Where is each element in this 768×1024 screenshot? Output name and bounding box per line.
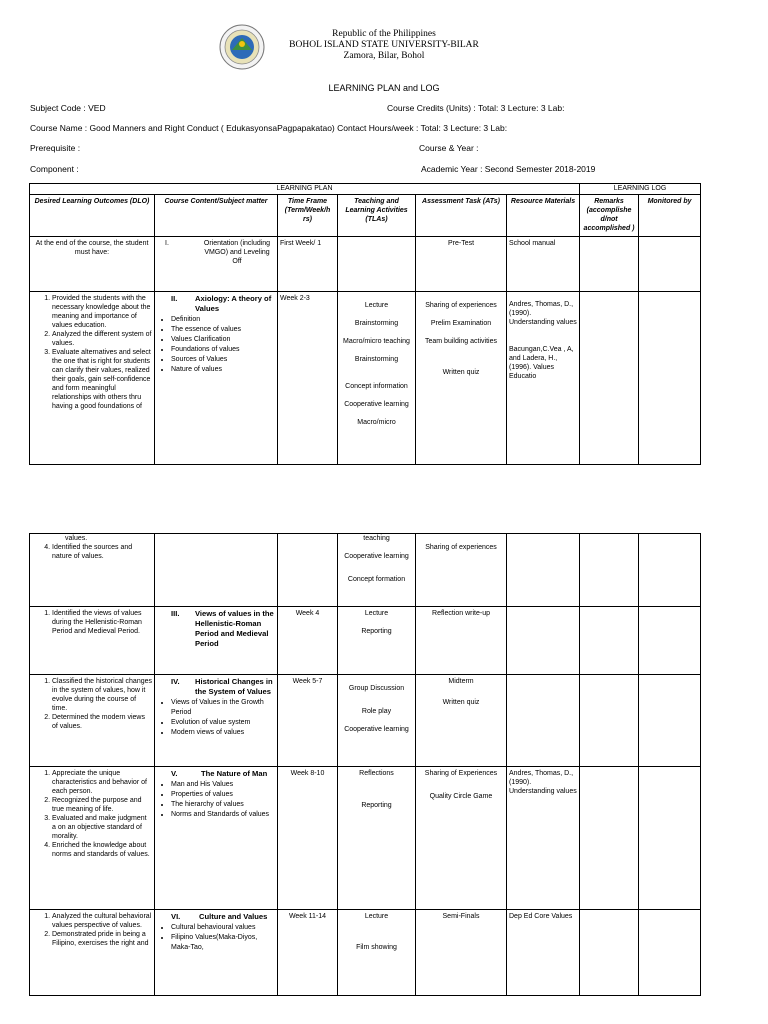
tla-item: Film showing xyxy=(356,944,397,951)
dlo-cell xyxy=(30,607,155,675)
component: Component : xyxy=(30,164,79,174)
time-cell: Week 11-14 xyxy=(278,910,338,996)
dlo-item: 1. Classified the historical changes in the system of values, how it evolve during the course of time. xyxy=(52,677,152,713)
topic-item: • Norms and Standards of values xyxy=(171,810,275,820)
resource-cell xyxy=(507,292,580,465)
republic-line: Republic of the Philippines xyxy=(332,29,436,39)
time-cell: First Week/ 1 xyxy=(278,237,338,292)
at-cell xyxy=(416,534,507,607)
at-cell xyxy=(416,767,507,910)
remarks-cell xyxy=(580,767,639,910)
prerequisite: Prerequisite : xyxy=(30,143,81,153)
col-tla: Teaching and Learning Activities (TLAs) xyxy=(338,195,416,237)
unit-number: I. xyxy=(165,240,169,247)
tla-item: teaching xyxy=(363,535,390,542)
col-at: Assessment Task (ATs) xyxy=(416,195,507,237)
dlo-item: 1. Analyzed the cultural behavioral values perspective of values. xyxy=(52,912,152,930)
content-cell xyxy=(155,607,278,675)
topic-item: • Values Clarification xyxy=(171,335,275,345)
tla-cell xyxy=(338,534,416,607)
unit-number: V. xyxy=(171,769,178,778)
tla-cell xyxy=(338,237,416,292)
unit-number: III. xyxy=(171,609,180,618)
at-cell xyxy=(416,292,507,465)
dlo-cell xyxy=(30,767,155,910)
time-cell: Week 5-7 xyxy=(278,675,338,767)
at-cell xyxy=(416,675,507,767)
resource-cell xyxy=(507,675,580,767)
time-cell: Week 2-3 xyxy=(278,292,338,465)
at-item: Sharing of experiences xyxy=(425,302,497,309)
unit-number: VI. xyxy=(171,912,181,921)
dlo-item: 4. Identified the sources and nature of values. xyxy=(52,543,152,561)
table-row xyxy=(30,767,701,910)
dlo-item: 3. Evaluated and make judgment a on an objective standard of morality. xyxy=(52,814,152,841)
topic-item: • Views of Values in the Growth Period xyxy=(171,698,275,718)
at-item: Prelim Examination xyxy=(430,320,492,327)
topic-item: • Properties of values xyxy=(171,790,275,800)
content-cell xyxy=(155,534,278,607)
learning-plan-heading: LEARNING PLAN xyxy=(30,184,580,195)
course-year: Course & Year : xyxy=(419,143,479,153)
monitored-cell xyxy=(639,675,701,767)
dlo-item: 1. Identified the views of values during the Hellenistic-Roman Period and Medieval Period. xyxy=(52,609,152,636)
topic-item: • Modern views of values xyxy=(171,728,275,738)
topic-item: • The essence of values xyxy=(171,325,275,335)
tla-item: Cooperative learning xyxy=(344,726,409,733)
time-cell xyxy=(278,534,338,607)
tla-cell xyxy=(338,910,416,996)
table-row xyxy=(30,675,701,767)
tla-item: Group Discussion xyxy=(348,685,405,692)
remarks-cell xyxy=(580,237,639,292)
resource-cell: Dep Ed Core Values xyxy=(507,910,580,996)
remarks-cell xyxy=(580,675,639,767)
tla-cell xyxy=(338,292,416,465)
resource-cell: Andres, Thomas, D.,(1990). Understanding values xyxy=(507,767,580,910)
tla-item: Cooperative learning xyxy=(344,401,409,408)
dlo-item: 2. Analyzed the different system of values. xyxy=(52,330,152,348)
tla-item: Concept information xyxy=(345,383,408,390)
learning-log-heading: LEARNING LOG xyxy=(580,184,701,195)
university-name: BOHOL ISLAND STATE UNIVERSITY-BILAR xyxy=(289,40,479,50)
unit-title: The Nature of Man xyxy=(201,769,268,778)
remarks-cell xyxy=(580,607,639,675)
dlo-continued: values. xyxy=(65,535,88,542)
content-cell xyxy=(155,675,278,767)
dlo-cell xyxy=(30,534,155,607)
dlo-item: 2. Determined the modern views of values. xyxy=(52,713,152,731)
unit-number: IV. xyxy=(171,677,180,686)
topic-item: • Foundations of values xyxy=(171,345,275,355)
table-row xyxy=(30,607,701,675)
tla-cell xyxy=(338,675,416,767)
tla-cell xyxy=(338,767,416,910)
remarks-cell xyxy=(580,910,639,996)
dlo-item: 4. Enriched the knowledge about norms and standards of values. xyxy=(52,841,152,859)
university-address: Zamora, Bilar, Bohol xyxy=(343,51,425,61)
tla-item: Reporting xyxy=(361,802,392,809)
monitored-cell xyxy=(639,237,701,292)
unit-title: Historical Changes in the System of Values xyxy=(195,677,273,696)
col-dlo: Desired Learning Outcomes (DLO) xyxy=(30,195,155,237)
at-item: Midterm xyxy=(448,678,474,685)
at-item: Sharing of Experiences xyxy=(424,770,498,777)
tla-item: Reporting xyxy=(361,628,392,635)
col-time: Time Frame (Term/Week/h rs) xyxy=(278,195,338,237)
dlo-cell xyxy=(30,292,155,465)
monitored-cell xyxy=(639,910,701,996)
dlo-cell xyxy=(30,910,155,996)
topic-item: • Definition xyxy=(171,315,275,325)
resource-item: Bacungan,C.Vea , A, and Ladera, H.,(1996). Values Educatio xyxy=(509,346,574,380)
topic-item: • Nature of values xyxy=(171,365,275,375)
table-row xyxy=(30,534,701,607)
tla-item: Brainstorming xyxy=(354,320,399,327)
table-row xyxy=(30,237,701,292)
dlo-item: 3. Evaluate alternatives and select the one that is right for students can clarify their values, realized their goals, gain self-confidence and form meaningful relationships with others thru having a good foundations of xyxy=(52,348,152,411)
at-item: Team building activities xyxy=(425,338,497,345)
col-monitored: Monitored by xyxy=(639,195,701,237)
unit-number: II. xyxy=(171,294,178,303)
resource-cell xyxy=(507,534,580,607)
resource-cell xyxy=(507,607,580,675)
dlo-item: 1. Provided the students with the necessary knowledge about the meaning and importance of values education. xyxy=(52,294,152,330)
topic-item: • Man and His Values xyxy=(171,780,275,790)
monitored-cell xyxy=(639,534,701,607)
content-cell xyxy=(155,237,278,292)
dlo-item: 1. Appreciate the unique characteristics and behavior of each person. xyxy=(52,769,152,796)
topic-item: • The hierarchy of values xyxy=(171,800,275,810)
table-row xyxy=(30,910,701,996)
col-content: Course Content/Subject matter xyxy=(155,195,278,237)
content-cell xyxy=(155,292,278,465)
topic-item: • Sources of Values xyxy=(171,355,275,365)
monitored-cell xyxy=(639,292,701,465)
content-cell xyxy=(155,910,278,996)
course-name: Course Name : Good Manners and Right Conduct ( EdukasyonsaPagpapakatao) Contact Hours/week : Total: 3 Lecture: 3 Lab: xyxy=(30,123,508,133)
course-credits: Course Credits (Units) : Total: 3 Lecture: 3 Lab: xyxy=(387,103,565,113)
resource-item: Andres, Thomas, D.,(1990). Understanding values xyxy=(509,301,577,326)
resource-cell: School manual xyxy=(507,237,580,292)
tla-item: Reflections xyxy=(359,770,394,777)
at-item: Sharing of experiences xyxy=(425,544,497,551)
at-item: Written quiz xyxy=(442,369,480,376)
remarks-cell xyxy=(580,534,639,607)
unit-title: Orientation (including VMGO) and Leveling Off xyxy=(203,240,271,265)
tla-cell xyxy=(338,607,416,675)
learning-plan-table xyxy=(29,183,701,465)
time-cell: Week 8-10 xyxy=(278,767,338,910)
at-item: Quality Circle Game xyxy=(429,793,493,800)
monitored-cell xyxy=(639,607,701,675)
tla-item: Lecture xyxy=(364,302,389,309)
document-title: LEARNING PLAN and LOG xyxy=(328,83,440,93)
dlo-cell: At the end of the course, the student must have: xyxy=(30,237,155,292)
tla-item: Brainstorming xyxy=(354,356,399,363)
unit-title: Axiology: A theory of Values xyxy=(195,294,272,313)
topic-item: • Filipino Values(Maka-Diyos, Maka-Tao, xyxy=(171,933,275,953)
remarks-cell xyxy=(580,292,639,465)
time-cell: Week 4 xyxy=(278,607,338,675)
tla-item: Concept formation xyxy=(347,576,406,583)
col-resources: Resource Materials xyxy=(507,195,580,237)
learning-plan-table-continued xyxy=(29,533,701,996)
at-cell: Semi-Finals xyxy=(416,910,507,996)
dlo-item: 2. Recognized the purpose and true meaning of life. xyxy=(52,796,152,814)
monitored-cell xyxy=(639,767,701,910)
tla-item: Macro/micro teaching xyxy=(343,338,410,345)
tla-item: Cooperative learning xyxy=(344,553,409,560)
tla-item: Role play xyxy=(361,708,392,715)
topic-item: • Cultural behavioural values xyxy=(171,923,275,933)
content-cell xyxy=(155,767,278,910)
unit-title: Views of values in the Hellenistic-Roman Period and Medieval Period xyxy=(195,609,274,648)
tla-item: Lecture xyxy=(364,610,389,617)
unit-title: Culture and Values xyxy=(199,912,268,921)
topic-item: • Evolution of value system xyxy=(171,718,275,728)
subject-code: Subject Code : VED xyxy=(30,103,106,113)
dlo-cell xyxy=(30,675,155,767)
dlo-item: 2. Demonstrated pride in being a Filipino, exercises the right and xyxy=(52,930,152,948)
at-cell: Reflection write-up xyxy=(416,607,507,675)
academic-year: Academic Year : Second Semester 2018-2019 xyxy=(421,164,596,174)
tla-item: Lecture xyxy=(364,913,389,920)
table-row xyxy=(30,292,701,465)
at-item: Written quiz xyxy=(442,699,480,706)
at-cell: Pre-Test xyxy=(416,237,507,292)
tla-item: Macro/micro xyxy=(357,419,396,426)
col-remarks: Remarks (accomplishe d/not accomplished ) xyxy=(580,195,639,237)
